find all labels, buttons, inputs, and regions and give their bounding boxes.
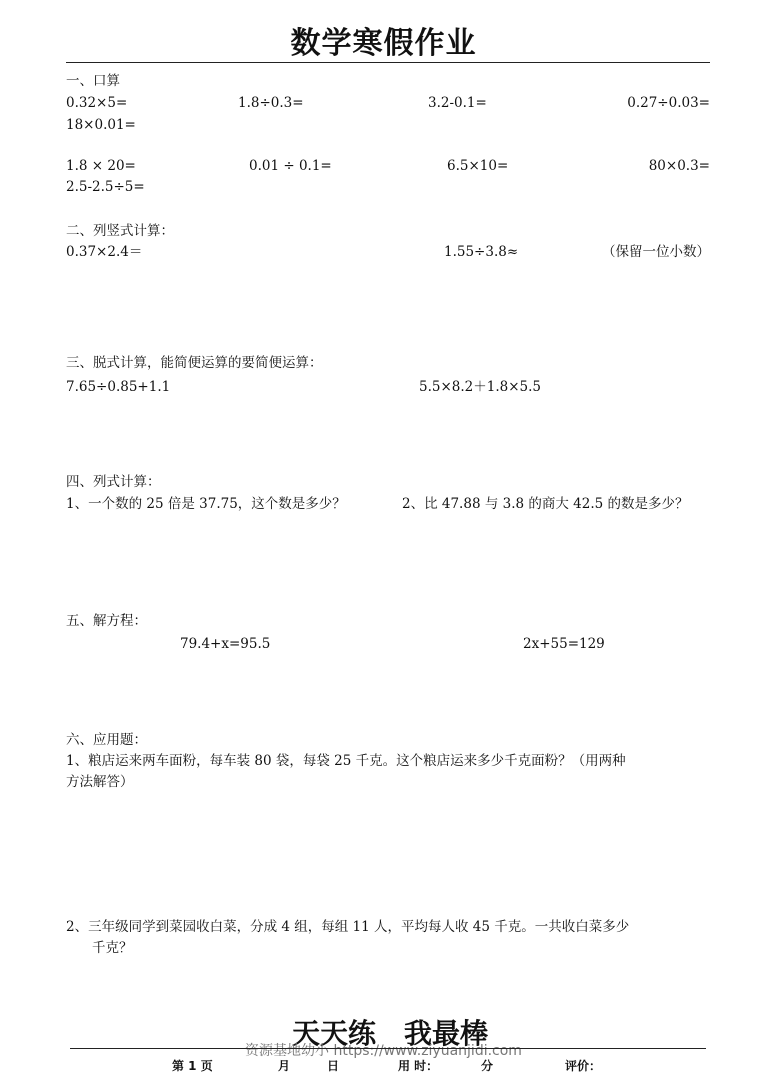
section-heading-mental-math: 一、口算 <box>66 73 120 89</box>
page-number: 第 1 页 <box>172 1059 213 1073</box>
minute-field: 分 <box>481 1059 494 1073</box>
step-calc-item: 7.65÷0.85+1.1 <box>66 379 171 395</box>
section-heading-word-problems: 六、应用题： <box>66 732 147 748</box>
section-heading-vertical-calc: 二、列竖式计算： <box>66 223 174 239</box>
mental-math-item: 6.5×10= <box>447 158 509 174</box>
month-field: 月 <box>278 1059 291 1073</box>
vertical-calc-item: 1.55÷3.8≈ <box>444 244 519 260</box>
mental-math-item: 2.5-2.5÷5= <box>66 179 145 195</box>
mental-math-item: 0.01 ÷ 0.1= <box>249 158 332 174</box>
section-heading-equations: 五、解方程： <box>66 613 147 629</box>
mental-math-item: 0.27÷0.03= <box>627 95 710 111</box>
word-problem-1: 1、粮店运来两车面粉，每车装 80 袋，每袋 25 千克。这个粮店运来多少千克面粉？（用两种 <box>66 753 626 769</box>
vertical-calc-item: 0.37×2.4＝ <box>66 244 143 260</box>
expression-question: 2、比 47.88 与 3.8 的商大 42.5 的数是多少？ <box>402 496 689 512</box>
mental-math-item: 1.8 × 20= <box>66 158 136 174</box>
word-problem-2-continued: 千克？ <box>92 940 133 956</box>
watermark: 资源基地幼小 https://www.ziyuanjidi.com <box>245 1043 522 1059</box>
word-problem-1-continued: 方法解答） <box>66 774 134 790</box>
expression-question: 1、一个数的 25 倍是 37.75，这个数是多少？ <box>66 496 346 512</box>
mental-math-item: 1.8÷0.3= <box>238 95 304 111</box>
mental-math-item: 18×0.01= <box>66 117 136 133</box>
section-heading-expression-calc: 四、列式计算： <box>66 474 161 490</box>
time-used-label: 用 时： <box>398 1059 439 1073</box>
equation-item: 2x+55=129 <box>523 636 605 652</box>
day-field: 日 <box>327 1059 340 1073</box>
mental-math-item: 3.2-0.1= <box>428 95 487 111</box>
mental-math-item: 80×0.3= <box>648 158 710 174</box>
footer-slogan-part: 天天练 <box>291 1017 376 1050</box>
word-problem-2: 2、三年级同学到菜园收白菜，分成 4 组，每组 11 人，平均每人收 45 千克。一共收白菜多少 <box>66 919 630 935</box>
mental-math-item: 0.32×5= <box>66 95 128 111</box>
page-title: 数学寒假作业 <box>290 26 477 61</box>
footer-divider <box>70 1048 706 1049</box>
section-heading-step-calc: 三、脱式计算，能简便运算的要简便运算： <box>66 355 323 371</box>
equation-item: 79.4+x=95.5 <box>180 636 271 652</box>
step-calc-item: 5.5×8.2＋1.8×5.5 <box>419 379 542 395</box>
rounding-note: （保留一位小数） <box>602 244 710 260</box>
rating-label: 评价： <box>565 1059 602 1073</box>
footer-slogan-part: 我最棒 <box>404 1017 489 1050</box>
header-divider <box>66 62 710 63</box>
